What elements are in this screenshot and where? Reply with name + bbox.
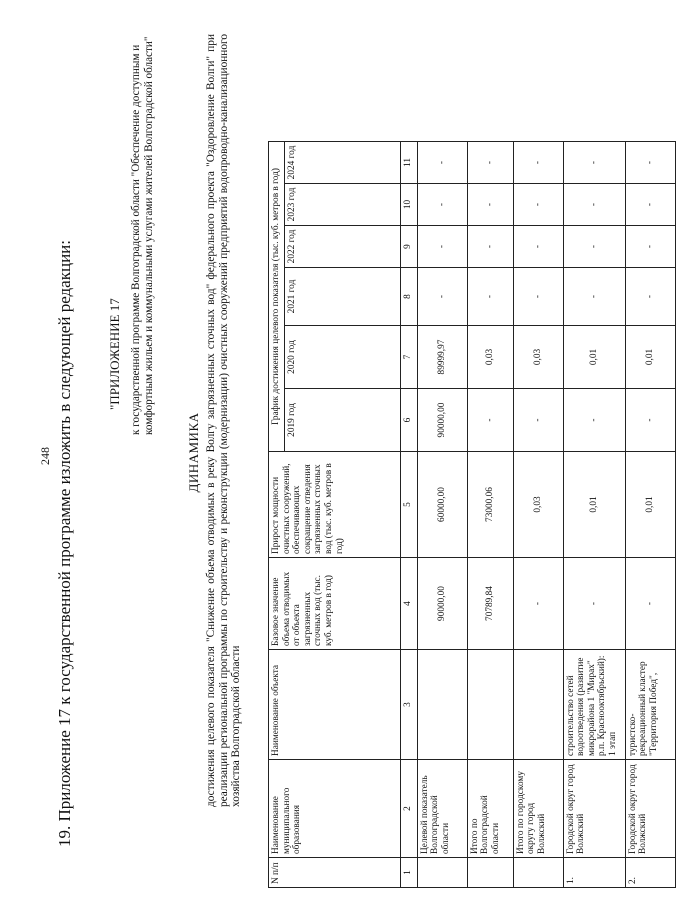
row-municipality: Целевой показатель Волгоградской области [417,760,467,858]
row-2020: 0,03 [513,326,563,389]
appendix-title: "ПРИЛОЖЕНИЕ 17 [107,298,122,410]
column-number: 6 [400,389,417,452]
column-number: 7 [400,326,417,389]
row-2024: - [417,142,467,184]
header-year: 2019 год [284,389,400,452]
row-object: туристско-рекреационный кластер "Территория Побед", [625,650,675,760]
header-year: 2020 год [284,326,400,389]
row-2023: - [563,184,625,226]
row-2019: 90000,00 [417,389,467,452]
row-num [417,858,467,888]
row-2022: - [467,226,513,268]
row-municipality: Городской округ город Волжский [625,760,675,858]
table-row [513,142,563,888]
column-number: 5 [400,452,417,558]
header-municipality: Наименование муниципального образования [269,760,401,858]
row-base-value: - [625,558,675,650]
row-2020: 0,03 [467,326,513,389]
row-num [513,858,563,888]
document-title: ДИНАМИКА [186,412,201,493]
row-base-value: 90000,00 [417,558,467,650]
row-2021: - [513,268,563,326]
column-number: 2 [400,760,417,858]
row-2023: - [417,184,467,226]
column-number-row [400,142,417,888]
column-number: 9 [400,226,417,268]
row-2021: - [467,268,513,326]
table-row [625,142,675,888]
row-2019: - [513,389,563,452]
column-number: 11 [400,142,417,184]
header-year: 2024 год [284,142,400,184]
row-object [467,650,513,760]
row-municipality: Итого по Волгоградской области [467,760,513,858]
row-object: строительство сетей водоотведения (развитие микрорайона 1 "Мирах" р.п. Краснооктябрьский): 1 этап [563,650,625,760]
row-2019: - [625,389,675,452]
column-number: 1 [400,858,417,888]
row-object [513,650,563,760]
row-num: 1. [563,858,625,888]
row-2022: - [625,226,675,268]
table-row [417,142,467,888]
row-municipality: Городской округ город Волжский [563,760,625,858]
row-capacity-growth: 0,03 [513,452,563,558]
row-2019: - [563,389,625,452]
column-number: 8 [400,268,417,326]
row-num: 2. [625,858,675,888]
table-row [467,142,513,888]
row-capacity-growth: 0,01 [625,452,675,558]
row-base-value: - [563,558,625,650]
row-2021: - [563,268,625,326]
row-2021: - [625,268,675,326]
header-base-value: Базовое значение объема отводимых от объекта загрязненных сточных вод (тыс. куб. метров в год) [269,558,401,650]
row-capacity-growth: 60000,00 [417,452,467,558]
row-2020: 0,01 [563,326,625,389]
row-2021: - [417,268,467,326]
target-indicator-table [268,141,676,888]
header-object: Наименование объекта [269,650,401,760]
row-2022: - [513,226,563,268]
row-2024: - [513,142,563,184]
column-number: 3 [400,650,417,760]
section-heading: 19. Приложение 17 к государственной программе изложить в следующей редакции: [55,240,74,847]
document-description: достижения целевого показателя "Снижение объема отводимых в реку Волгу загрязненных сточных вод" федерального проекта "Оздоровление Волги" при реализации региональной программы по строительству и реконструкции (модернизации) очистных сооружений предприятий водопроводно-канализационного хозяйства Волгоградской области [205,34,243,807]
header-num: N п/п [269,858,401,888]
row-2023: - [467,184,513,226]
row-object [417,650,467,760]
row-base-value: - [513,558,563,650]
row-2020: 89999,97 [417,326,467,389]
row-municipality: Итого по городскому округу город Волжский [513,760,563,858]
header-schedule: График достижения целевого показателя (тыс. куб. метров в год) [269,142,285,452]
row-2019: - [467,389,513,452]
row-capacity-growth: 0,01 [563,452,625,558]
row-2023: - [625,184,675,226]
row-2020: 0,01 [625,326,675,389]
header-year: 2021 год [284,268,400,326]
column-number: 10 [400,184,417,226]
row-2023: - [513,184,563,226]
header-capacity-growth: Прирост мощности очистных сооружений, обеспечивающих сокращение отведения загрязненных сточных вод (тыс. куб. метров в год) [269,452,401,558]
row-2022: - [417,226,467,268]
row-2024: - [467,142,513,184]
row-num [467,858,513,888]
row-capacity-growth: 73000,06 [467,452,513,558]
header-year: 2022 год [284,226,400,268]
table-row [563,142,625,888]
header-year: 2023 год [284,184,400,226]
page-number: 248 [38,447,52,465]
row-2024: - [625,142,675,184]
column-number: 4 [400,558,417,650]
row-2024: - [563,142,625,184]
row-base-value: 70789,84 [467,558,513,650]
appendix-subtitle: к государственной программе Волгоградской области "Обеспечение доступным и комфортным жильем и коммунальными услугами жителей Волгоградской области" [130,36,155,435]
row-2022: - [563,226,625,268]
